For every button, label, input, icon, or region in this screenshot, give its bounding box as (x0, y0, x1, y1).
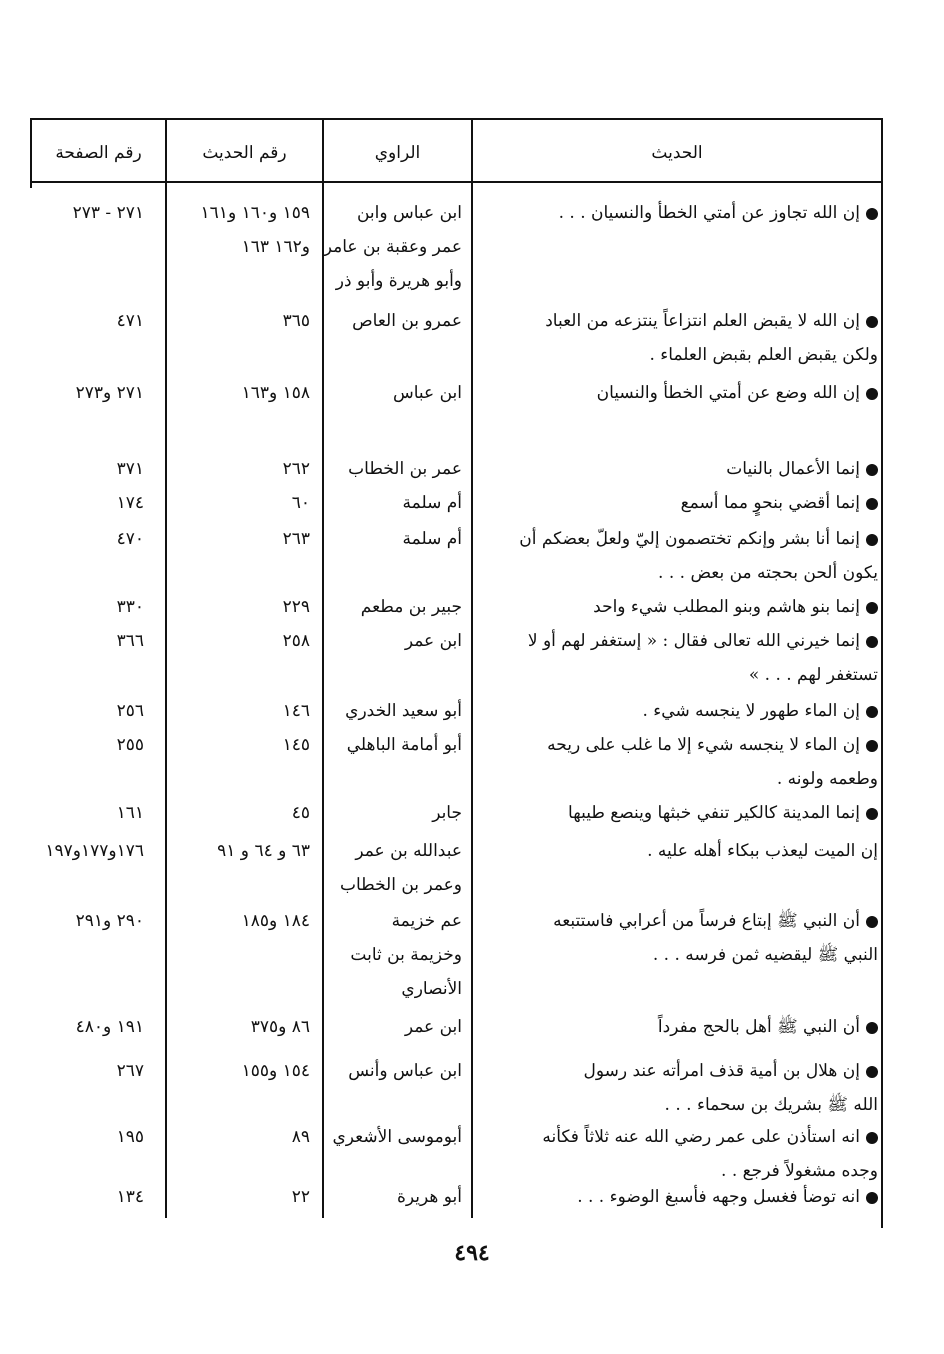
header-bottom-rule (30, 181, 882, 183)
bullet-icon (866, 1192, 878, 1204)
table-row-12-number: ٦٣ و ٦٤ و ٩١ (217, 841, 310, 861)
table-row-3-number: ١٥٨ و١٦٣ (241, 383, 310, 403)
bullet-icon (866, 1132, 878, 1144)
table-row-8-hadith: إنما خيرني الله تعالى فقال : « إستغفر لهم أو لا تستغفر لهم . . . » (527, 631, 878, 685)
bullet-icon (866, 808, 878, 820)
table-row-1-narrator: ابن عباس وابن عمر وعقبة بن عامر وأبو هريرة وأبو ذر (323, 203, 462, 291)
bullet-icon (866, 602, 878, 614)
bullet-icon (866, 316, 878, 328)
column-rule-page (165, 118, 167, 1218)
table-row-3-narrator: ابن عباس (392, 383, 462, 403)
header-page-number: رقم الصفحة (55, 143, 142, 163)
table-row-12-hadith: إن الميت ليعذب ببكاء أهله عليه . (647, 841, 878, 861)
table-row-14-page: ١٩١ و٤٨٠ (75, 1017, 144, 1037)
table-row-10-page: ٢٥٥ (116, 735, 144, 755)
header-hadith: الحديث (651, 143, 703, 163)
table-row-4-number: ٢٦٢ (282, 459, 310, 479)
table-row-17-hadith: انه توضأ فغسل وجهه فأسبغ الوضوء . . . (478, 1180, 878, 1214)
table-row-14-number: ٨٦ و٣٧٥ (250, 1017, 310, 1037)
table-row-15-narrator: ابن عباس وأنس (348, 1061, 462, 1081)
table-row-11-number: ٤٥ (291, 803, 310, 823)
table-row-9-narrator: أبو سعيد الخدري (345, 701, 462, 721)
table-row-17-narrator: أبو هريرة (396, 1187, 462, 1207)
bullet-icon (866, 208, 878, 220)
table-row-9-page: ٢٥٦ (116, 701, 144, 721)
page-number: ٤٩٤ (454, 1240, 490, 1266)
table-row-6-page: ٤٧٠ (116, 529, 144, 549)
table-row-17-page: ١٣٤ (116, 1187, 144, 1207)
table-row-2-narrator: عمرو بن العاص (352, 311, 462, 331)
table-row-13-page: ٢٩٠ و٢٩١ (75, 911, 144, 931)
table-row-2-number: ٣٦٥ (282, 311, 310, 331)
table-row-16-narrator: أبوموسى الأشعري (332, 1127, 462, 1147)
header-hadith-number: رقم الحديث (202, 143, 287, 163)
table-row-4-narrator: عمر بن الخطاب (348, 459, 462, 479)
table-row-7-number: ٢٢٩ (282, 597, 310, 617)
bullet-icon (866, 1066, 878, 1078)
table-top-rule (30, 118, 882, 120)
table-row-12-page: ١٧٦و١٧٧و١٩٧ (45, 841, 144, 861)
table-row-2-page: ٤٧١ (116, 311, 144, 331)
table-row-16-page: ١٩٥ (116, 1127, 144, 1147)
table-row-14-hadith: أن النبي ﷺ أهل بالحج مفرداً (478, 1010, 878, 1044)
table-row-1-page: ٢٧١ - ٢٧٣ (72, 203, 144, 223)
table-row-8-narrator: ابن عمر (404, 631, 462, 651)
table-row-12-narrator: عبدالله بن عمر وعمر بن الخطاب (339, 841, 462, 895)
table-row-10-number: ١٤٥ (282, 735, 310, 755)
header-narrator: الراوي (374, 143, 421, 163)
table-row-13-narrator: عم خزيمة وخزيمة بن ثابت الأنصاري (350, 911, 462, 999)
table-row-9-hadith: إن الماء طهور لا ينجسه شيء . (478, 694, 878, 728)
table-row-9-number: ١٤٦ (282, 701, 310, 721)
table-row-6-hadith: إنما أنا بشر وإنكم تختصمون إليّ ولعلّ بعضكم أن يكون ألحن بحجته من بعض . . . (519, 529, 878, 583)
table-row-13-number: ١٨٤ و١٨٥ (241, 911, 310, 931)
table-row-10-narrator: أبو أمامة الباهلي (346, 735, 462, 755)
table-row-1-number: ١٥٩ و١٦٠ و١٦١ و١٦٢ ١٦٣ (200, 203, 310, 257)
table-row-4-hadith: إنما الأعمال بالنيات (478, 452, 878, 486)
table-row-8-page: ٣٦٦ (116, 631, 144, 651)
table-row-11-hadith: إنما المدينة كالكير تنفي خبثها وينصع طيبها (478, 796, 878, 830)
table-row-3-hadith: إن الله وضع عن أمتي الخطأ والنسيان (478, 376, 878, 410)
bullet-icon (866, 1022, 878, 1034)
table-row-4-page: ٣٧١ (116, 459, 144, 479)
table-row-7-narrator: جبير بن مطعم (360, 597, 462, 617)
bullet-icon (866, 388, 878, 400)
column-rule-narrator (471, 118, 473, 1218)
table-row-15-hadith: إن هلال بن أمية قذف امرأته عند رسول الله ﷺ بشريك بن سحماء . . . (583, 1061, 878, 1115)
table-row-10-hadith: إن الماء لا ينجسه شيء إلا ما غلب على ريحه وطعمه ولونه . (547, 735, 878, 789)
bullet-icon (866, 498, 878, 510)
table-row-2-hadith: إن الله لا يقبض العلم انتزاعاً ينتزعه من العباد ولكن يقبض العلم بقبض العلماء . (545, 311, 878, 365)
table-row-15-page: ٢٦٧ (116, 1061, 144, 1081)
table-right-rule (881, 118, 883, 1228)
bullet-icon (866, 706, 878, 718)
table-row-7-page: ٣٣٠ (116, 597, 144, 617)
bullet-icon (866, 636, 878, 648)
table-row-6-number: ٢٦٣ (282, 529, 310, 549)
table-row-7-hadith: إنما بنو هاشم وبنو المطلب شيء واحد (478, 590, 878, 624)
table-row-16-hadith: انه استأذن على عمر رضي الله عنه ثلاثاً فكأنه وجده مشغولاً فرجع . . (542, 1127, 878, 1181)
table-row-5-page: ١٧٤ (116, 493, 144, 513)
table-row-14-narrator: ابن عمر (404, 1017, 462, 1037)
table-row-5-number: ٦٠ (291, 493, 310, 513)
bullet-icon (866, 916, 878, 928)
table-row-15-number: ١٥٤ و١٥٥ (241, 1061, 310, 1081)
bullet-icon (866, 740, 878, 752)
bullet-icon (866, 464, 878, 476)
table-row-17-number: ٢٢ (291, 1187, 310, 1207)
table-row-8-number: ٢٥٨ (282, 631, 310, 651)
table-row-13-hadith: أن النبي ﷺ إبتاع فرساً من أعرابي فاستتبعه النبي ﷺ ليقضيه ثمن فرسه . . . (553, 911, 878, 965)
table-row-3-page: ٢٧١ و٢٧٣ (75, 383, 144, 403)
table-row-5-hadith: إنما أقضي بنحوٍ مما أسمع (478, 486, 878, 520)
table-row-1-hadith: إن الله تجاوز عن أمتي الخطأ والنسيان . . . (478, 196, 878, 230)
table-row-11-page: ١٦١ (116, 803, 144, 823)
bullet-icon (866, 534, 878, 546)
table-row-11-narrator: جابر (432, 803, 462, 823)
table-row-16-number: ٨٩ (291, 1127, 310, 1147)
table-row-6-narrator: أم سلمة (402, 529, 462, 549)
table-row-5-narrator: أم سلمة (402, 493, 462, 513)
